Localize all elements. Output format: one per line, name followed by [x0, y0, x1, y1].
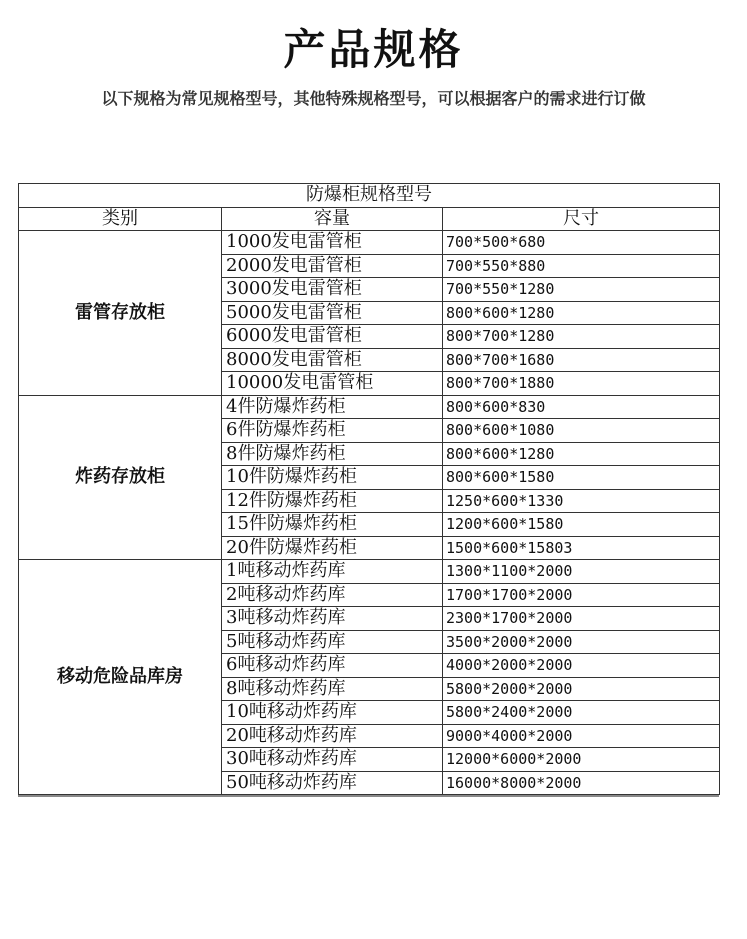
capacity-cell: 3000发电雷管柜 [222, 278, 443, 302]
capacity-cell: 8吨移动炸药库 [222, 677, 443, 701]
size-cell: 800*600*1080 [443, 419, 720, 443]
size-cell: 700*550*1280 [443, 278, 720, 302]
capacity-cell: 8000发电雷管柜 [222, 348, 443, 372]
size-cell: 1300*1100*2000 [443, 560, 720, 584]
capacity-cell: 2吨移动炸药库 [222, 583, 443, 607]
capacity-cell: 3吨移动炸药库 [222, 607, 443, 631]
capacity-cell: 10件防爆炸药柜 [222, 466, 443, 490]
capacity-cell: 6000发电雷管柜 [222, 325, 443, 349]
table-caption-row [19, 184, 720, 208]
table-caption: 防爆柜规格型号 [19, 184, 720, 208]
size-cell: 700*500*680 [443, 231, 720, 255]
header-category: 类别 [19, 207, 222, 231]
size-cell: 800*600*1280 [443, 442, 720, 466]
capacity-cell: 30吨移动炸药库 [222, 748, 443, 772]
capacity-cell: 50吨移动炸药库 [222, 771, 443, 795]
size-cell: 800*700*1280 [443, 325, 720, 349]
capacity-cell: 12件防爆炸药柜 [222, 489, 443, 513]
capacity-cell: 2000发电雷管柜 [222, 254, 443, 278]
capacity-cell: 5000发电雷管柜 [222, 301, 443, 325]
size-cell: 1500*600*15803 [443, 536, 720, 560]
header-size: 尺寸 [443, 207, 720, 231]
size-cell: 4000*2000*2000 [443, 654, 720, 678]
table-header-row [19, 207, 720, 231]
size-cell: 5800*2400*2000 [443, 701, 720, 725]
size-cell: 800*600*830 [443, 395, 720, 419]
capacity-cell: 20件防爆炸药柜 [222, 536, 443, 560]
size-cell: 800*600*1580 [443, 466, 720, 490]
spec-table-container [18, 183, 719, 797]
capacity-cell: 8件防爆炸药柜 [222, 442, 443, 466]
size-cell: 1250*600*1330 [443, 489, 720, 513]
category-cell: 移动危险品库房 [19, 560, 222, 795]
size-cell: 800*600*1280 [443, 301, 720, 325]
size-cell: 1700*1700*2000 [443, 583, 720, 607]
spec-table-body [19, 184, 720, 795]
capacity-cell: 1000发电雷管柜 [222, 231, 443, 255]
capacity-cell: 10000发电雷管柜 [222, 372, 443, 396]
size-cell: 12000*6000*2000 [443, 748, 720, 772]
capacity-cell: 10吨移动炸药库 [222, 701, 443, 725]
size-cell: 2300*1700*2000 [443, 607, 720, 631]
capacity-cell: 15件防爆炸药柜 [222, 513, 443, 537]
table-row [19, 560, 720, 584]
table-row [19, 231, 720, 255]
page-subtitle: 以下规格为常见规格型号，其他特殊规格型号，可以根据客户的需求进行订做 [101, 89, 646, 108]
header-capacity: 容量 [222, 207, 443, 231]
spec-table [18, 183, 720, 795]
size-cell: 9000*4000*2000 [443, 724, 720, 748]
capacity-cell: 5吨移动炸药库 [222, 630, 443, 654]
size-cell: 800*700*1680 [443, 348, 720, 372]
capacity-cell: 6吨移动炸药库 [222, 654, 443, 678]
size-cell: 700*550*880 [443, 254, 720, 278]
size-cell: 3500*2000*2000 [443, 630, 720, 654]
category-cell: 雷管存放柜 [19, 231, 222, 396]
category-cell: 炸药存放柜 [19, 395, 222, 560]
capacity-cell: 1吨移动炸药库 [222, 560, 443, 584]
capacity-cell: 6件防爆炸药柜 [222, 419, 443, 443]
capacity-cell: 4件防爆炸药柜 [222, 395, 443, 419]
capacity-cell: 20吨移动炸药库 [222, 724, 443, 748]
size-cell: 16000*8000*2000 [443, 771, 720, 795]
page-title: 产品规格 [283, 25, 464, 74]
size-cell: 800*700*1880 [443, 372, 720, 396]
size-cell: 1200*600*1580 [443, 513, 720, 537]
size-cell: 5800*2000*2000 [443, 677, 720, 701]
table-row [19, 395, 720, 419]
